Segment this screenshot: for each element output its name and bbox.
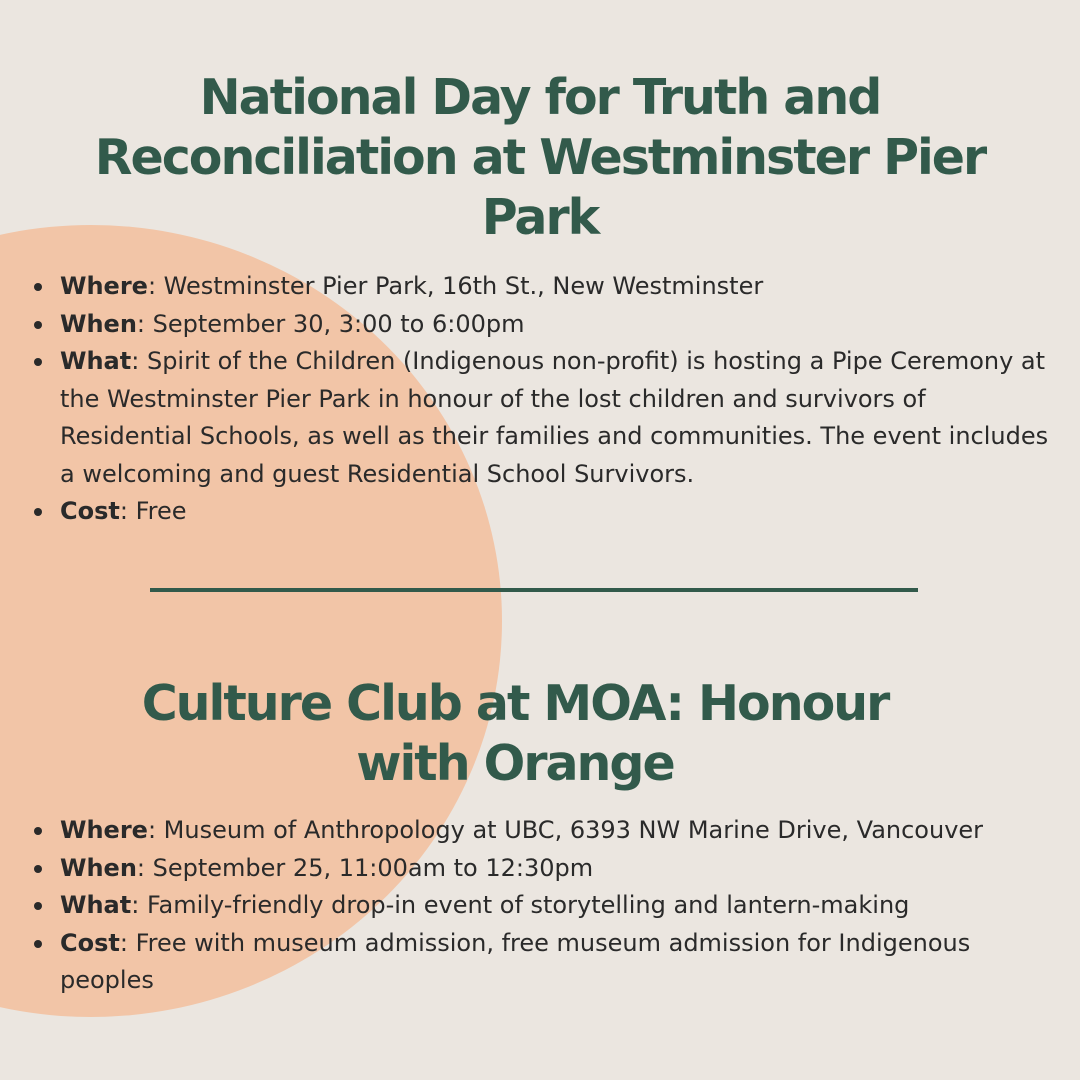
detail-separator: : (136, 309, 153, 338)
bullet-icon (34, 321, 42, 329)
detail-value: Family-friendly drop-in event of storytelling and lantern-making (146, 891, 910, 919)
detail-separator: : (119, 928, 136, 957)
detail-label: What (60, 891, 132, 919)
detail-value: September 25, 11:00am to 12:30pm (152, 853, 594, 882)
list-item (34, 887, 1064, 925)
event-1-details (34, 268, 1064, 531)
detail-label: Cost (60, 928, 120, 957)
detail-value: Free (135, 497, 187, 525)
detail-separator: : (131, 347, 147, 375)
bullet-icon (34, 902, 42, 910)
detail-separator: : (136, 853, 153, 882)
detail-separator: : (131, 891, 147, 919)
detail-label: What (60, 347, 132, 375)
list-item (34, 343, 1064, 493)
detail-separator: : (147, 272, 164, 300)
bullet-icon (34, 940, 42, 948)
bullet-icon (34, 283, 42, 291)
section-divider (150, 588, 918, 592)
detail-value: Museum of Anthropology at UBC, 6393 NW Marine Drive, Vancouver (163, 816, 984, 844)
event-2-title: Culture Club at MOA: Honour with Orange (141, 675, 889, 792)
bullet-icon (34, 508, 42, 516)
event-2-details (34, 812, 1064, 1000)
list-item (34, 493, 1064, 531)
detail-value: September 30, 3:00 to 6:00pm (152, 309, 525, 338)
bullet-icon (34, 358, 42, 366)
detail-separator: : (147, 816, 164, 844)
detail-label: Cost (60, 497, 120, 525)
list-item (34, 925, 1064, 1000)
bullet-icon (34, 865, 42, 873)
detail-separator: : (119, 497, 136, 525)
list-item (34, 850, 1064, 888)
bullet-icon (34, 827, 42, 835)
detail-label: Where (60, 816, 148, 844)
detail-label: When (60, 309, 137, 338)
list-item (34, 268, 1064, 306)
detail-value: Free with museum admission, free museum admission for Indigenous peoples (60, 928, 971, 994)
list-item (34, 306, 1064, 344)
detail-value: Spirit of the Children (Indigenous non-profit) is hosting a Pipe Ceremony at the Westminster Pier Park in honour of the lost children and survivors of Residential Schools, as well as their families and communities. The event includes a welcoming and guest Residential School Survivors. (60, 347, 1049, 488)
detail-value: Westminster Pier Park, 16th St., New Westminster (163, 272, 764, 300)
detail-label: Where (60, 272, 148, 300)
list-item (34, 812, 1064, 850)
detail-label: When (60, 853, 137, 882)
event-1-title: National Day for Truth and Reconciliation at Westminster Pier Park (94, 69, 986, 246)
